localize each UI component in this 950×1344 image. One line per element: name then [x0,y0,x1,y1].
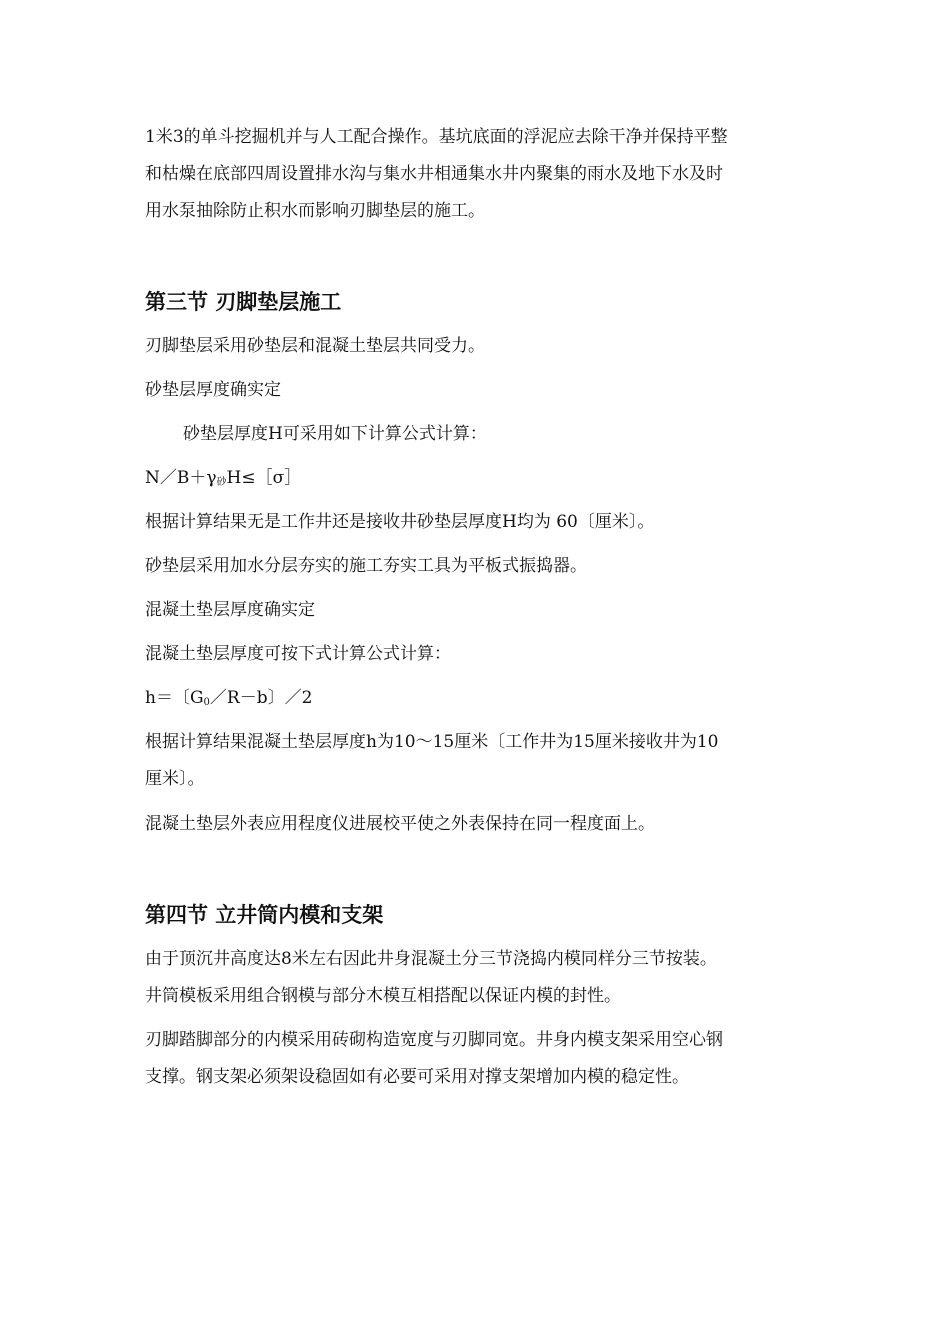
formula-rest: ／R－b〕／2 [209,688,313,708]
formula-sand-thickness [145,460,810,501]
paragraph-line: 刃脚踏脚部分的内模采用砖砌构造宽度与刃脚同宽。井身内模支架采用空心钢 [145,1030,723,1050]
paragraph: 根据计算结果无是工作井还是接收井砂垫层厚度H均为 60〔厘米〕。 [145,512,655,532]
section-heading-3: 第三节 刃脚垫层施工 [145,290,342,314]
formula-subscript: 0 [203,697,210,708]
formula-rest: H≤［σ］ [226,468,302,488]
paragraph: 混凝土垫层外表应用程度仪进展校平使之外表保持在同一程度面上。 [145,814,655,834]
paragraph-line: 用水泵抽除防止积水而影响刃脚垫层的施工。 [145,201,485,221]
paragraph: 混凝土垫层厚度确实定 [145,600,315,620]
paragraph: 砂垫层厚度H可采用如下计算公式计算： [183,424,487,444]
paragraph-line: 1米3的单斗挖掘机并与人工配合操作。基坑底面的浮泥应去除干净并保持平整 [145,127,728,147]
formula-subscript: 砂 [216,477,227,488]
paragraph-line: 厘米〕。 [145,769,205,789]
section-heading-4: 第四节 立井筒内模和支架 [145,903,384,927]
paragraph-line: 和枯燥在底部四周设置排水沟与集水井相通集水井内聚集的雨水及地下水及时 [145,164,723,184]
paragraph-line: 支撑。钢支架必须架设稳固如有必要可采用对撑支架增加内模的稳定性。 [145,1067,689,1087]
paragraph-line: 由于顶沉井高度达8米左右因此井身混凝土分三节浇捣内模同样分三节按装。 [145,949,717,969]
formula-main: h＝〔G [145,688,204,708]
formula-main: N／B＋γ [145,468,217,488]
paragraph: 砂垫层采用加水分层夯实的施工夯实工具为平板式振捣器。 [145,556,587,576]
paragraph-line: 井筒模板采用组合钢模与部分木模互相搭配以保证内模的封性。 [145,986,621,1006]
paragraph: 混凝土垫层厚度可按下式计算公式计算： [145,644,451,664]
paragraph: 砂垫层厚度确实定 [145,380,281,400]
paragraph: 刃脚垫层采用砂垫层和混凝土垫层共同受力。 [145,336,485,356]
formula-concrete-thickness [145,680,810,721]
paragraph-line: 根据计算结果混凝土垫层厚度h为10～15厘米〔工作井为15厘米接收井为10 [145,732,719,752]
